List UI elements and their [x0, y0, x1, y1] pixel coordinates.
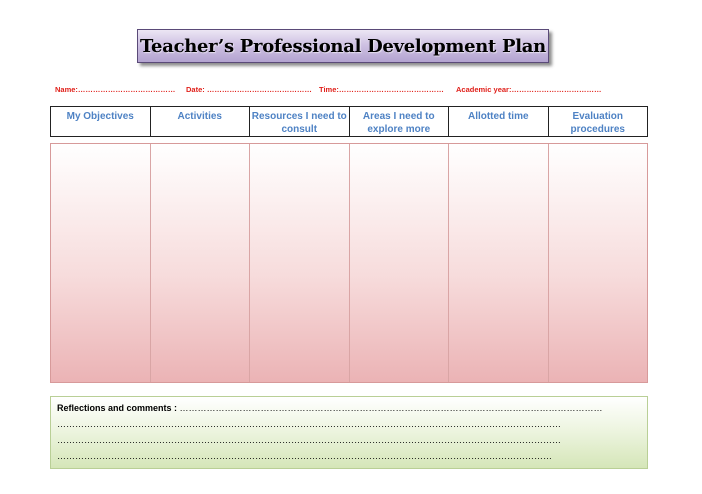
plan-table-header — [50, 106, 648, 137]
reflections-line-1 — [57, 403, 641, 419]
info-line — [0, 85, 702, 99]
resources-cell[interactable] — [249, 144, 349, 382]
plan-table-body — [50, 143, 648, 383]
header-areas-to-explore: Areas I need to explore more — [349, 107, 449, 136]
activities-cell[interactable] — [150, 144, 250, 382]
header-allotted-time: Allotted time — [448, 107, 548, 136]
header-my-objectives: My Objectives — [66, 111, 134, 122]
title-banner — [137, 29, 549, 63]
date-field[interactable]: Date: …………………………………… — [186, 85, 312, 94]
reflections-label: Reflections and comments : — [57, 403, 178, 413]
objectives-cell[interactable] — [51, 144, 150, 382]
name-field[interactable]: Name:………………………………… — [55, 85, 176, 94]
reflections-dots-1: …………………………………………………………………………………………………………………………… — [179, 403, 603, 413]
header-activities: Activities — [150, 107, 250, 136]
allotted-time-cell[interactable] — [448, 144, 548, 382]
areas-cell[interactable] — [349, 144, 449, 382]
academic-year-field[interactable]: Academic year:……………………………… — [456, 85, 602, 94]
header-evaluation: Evaluation procedures — [548, 107, 648, 136]
evaluation-cell[interactable] — [548, 144, 648, 382]
reflections-line-2: …………………………………………………………………………………………………………………………………………………… — [57, 419, 561, 429]
reflections-box[interactable] — [50, 396, 648, 469]
page-title: Teacher’s Professional Development Plan — [140, 35, 546, 57]
reflections-line-4: ………………………………………………………………………………………………………………………………………………… — [57, 451, 552, 461]
time-field[interactable]: Time:…………………………………… — [319, 85, 444, 94]
header-resources: Resources I need to consult — [249, 107, 349, 136]
reflections-line-3: …………………………………………………………………………………………………………………………………………………… — [57, 435, 561, 445]
